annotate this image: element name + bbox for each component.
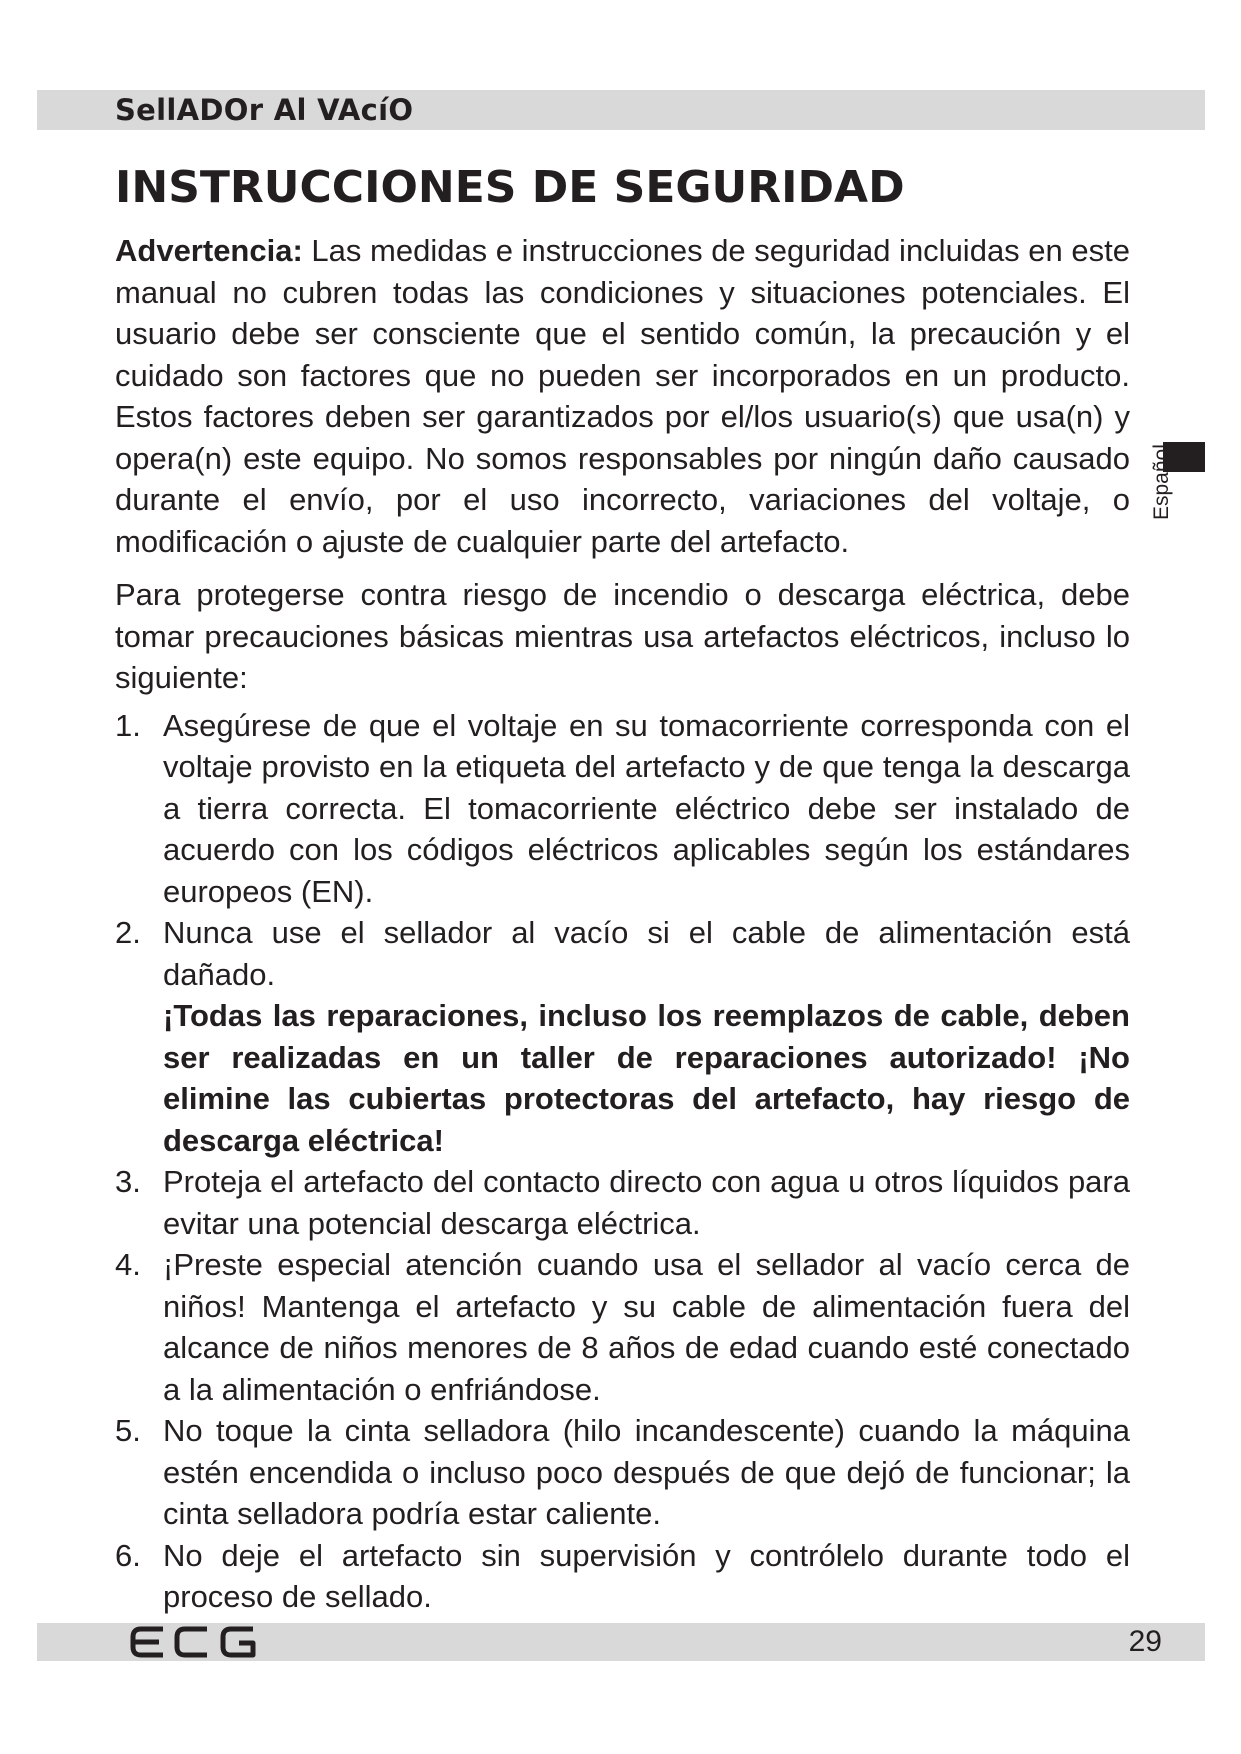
ecg-logo: [129, 1625, 259, 1659]
page-number: 29: [1128, 1625, 1162, 1658]
page-title: INSTRUCCIONES DE SEGURIDAD: [115, 162, 905, 213]
header-bar: [37, 90, 1205, 130]
item-number: 1.: [115, 707, 141, 743]
list-item: [115, 1161, 1130, 1244]
main-content: [115, 160, 1130, 1618]
warning-paragraph: [115, 230, 1130, 562]
item-text: ¡Preste especial atención cuando usa el sellador al vacío cerca de niños! Mantenga el artefacto y su cable de alimentación fuera del alcance de niños menores de 8 años de edad cuando esté conectado a la alimentación o enfriándose.: [163, 1247, 1130, 1407]
intro-paragraph: Para protegerse contra riesgo de incendio o descarga eléctrica, debe tomar precauciones básicas mientras usa artefactos eléctricos, incluso lo siguiente:: [115, 577, 1130, 695]
warning-label: Advertencia:: [115, 233, 303, 268]
item-number: 4.: [115, 1247, 141, 1282]
item-number: 5.: [115, 1413, 141, 1448]
list-item: [115, 1244, 1130, 1410]
list-item: [115, 912, 1130, 1161]
item-text: Proteja el artefacto del contacto directo con agua u otros líquidos para evitar una potencial descarga eléctrica.: [163, 1164, 1130, 1241]
item-number: 3.: [115, 1164, 141, 1199]
footer-bar: [37, 1623, 1205, 1661]
list-item: [115, 705, 1130, 913]
list-item: [115, 1535, 1130, 1618]
header-title: SellADOr Al VAcíO: [115, 93, 414, 127]
item-number: 2.: [115, 915, 141, 950]
warning-text: Las medidas e instrucciones de seguridad incluidas en este manual no cubren todas las condiciones y situaciones potenciales. El usuario debe ser consciente que el sentido común, la precaución y el cuidado son factores que no pueden ser incorporados en un producto. Estos factores deben ser garantizados por el/los usuario(s) que usa(n) y opera(n) este equipo. No somos responsables por ningún daño causado durante el envío, por el uso incorrecto, variaciones del voltaje, o modificación o ajuste de cualquier parte del artefacto.: [115, 233, 1130, 559]
item-text: Asegúrese de que el voltaje en su tomacorriente corresponda con el voltaje provisto en la etiqueta del artefacto y de que tenga la descarga a tierra correcta. El tomacorriente eléctrico debe ser instalado de acuerdo con los códigos eléctricos aplicables según los estándares europeos (EN).: [163, 707, 1130, 909]
language-tab-label: Español: [1150, 444, 1173, 520]
item-number: 6.: [115, 1537, 141, 1573]
safety-list: [115, 705, 1130, 1618]
item-text: Nunca use el sellador al vacío si el cable de alimentación está dañado.: [163, 915, 1130, 992]
item-text: No deje el artefacto sin supervisión y contrólelo durante todo el proceso de sellado.: [163, 1537, 1130, 1614]
item-text: No toque la cinta selladora (hilo incandescente) cuando la máquina estén encendida o incluso poco después de que dejó de funcionar; la cinta selladora podría estar caliente.: [163, 1413, 1130, 1531]
list-item: [115, 1410, 1130, 1535]
item-bold-warning: ¡Todas las reparaciones, incluso los reemplazos de cable, deben ser realizadas en un taller de reparaciones autorizado! ¡No elimine las cubiertas protectoras del artefacto, hay riesgo de descarga eléctrica!: [163, 998, 1130, 1158]
